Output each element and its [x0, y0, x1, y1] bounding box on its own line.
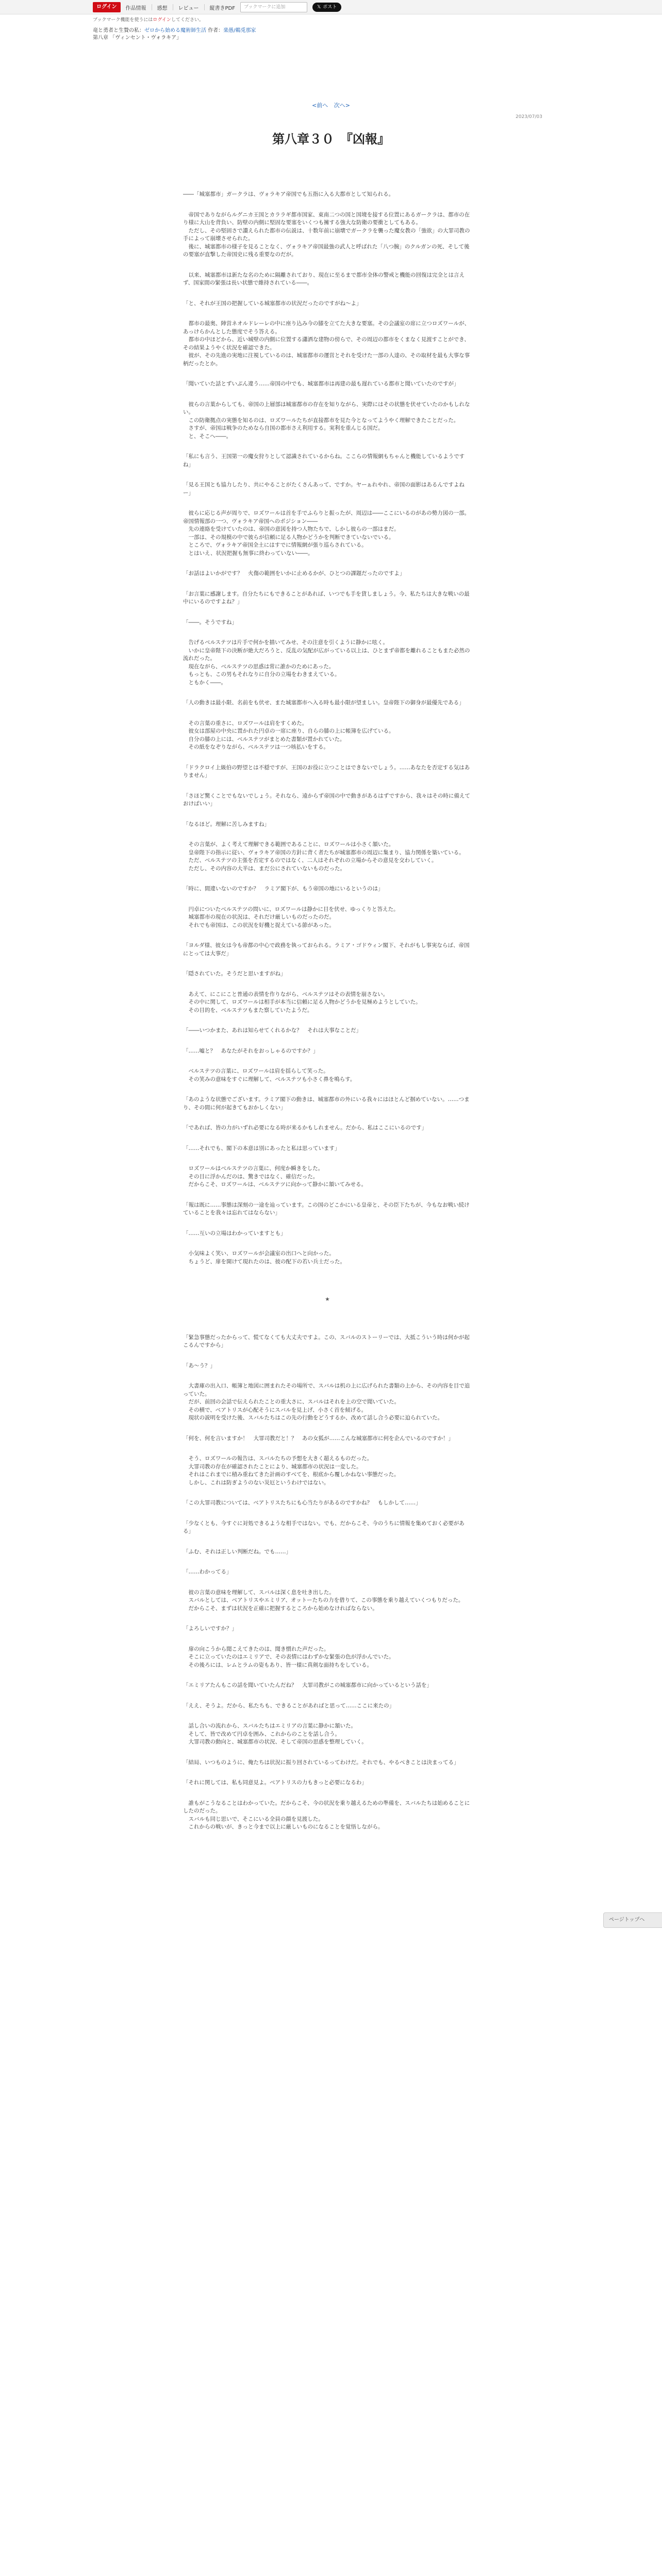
nav-link-reviews[interactable]: レビュー — [178, 5, 199, 11]
body-paragraph: ただし、その堅固さで讃えられた都市の伝説は、十数年前に崩壊でガークラを襲った魔女教の「強欲」の大罪司教の手によって崩壊させられた。 — [183, 227, 470, 242]
body-paragraph — [183, 1055, 472, 1067]
body-paragraph: ただし、その内容の大半は、まだ公にされていないものだった。 — [183, 865, 345, 872]
notice-login-link[interactable]: ログイン — [153, 18, 171, 23]
body-paragraph: 「と、それが王国の把握している城塞都市の状況だったのですがね～よ」 — [183, 300, 362, 307]
body-paragraph: しかし、これは防ぎようのない災厄というわけではない。 — [183, 1479, 329, 1486]
body-paragraph — [183, 1669, 472, 1682]
body-paragraph: 「……嘘と？ あなたがそれをおっしゃるのですか？」 — [183, 1047, 319, 1054]
body-paragraph — [183, 1443, 472, 1455]
body-paragraph — [183, 557, 472, 570]
body-paragraph — [183, 1507, 472, 1520]
body-paragraph: 大罪司教の存在が確認されたことにより、城塞都市の状況は一変した。 — [183, 1463, 362, 1470]
body-paragraph: だが、前回の会話で伝えられたことの重大さに、スバルはそれを上の空で聞いていた。 — [183, 1399, 400, 1405]
nav-link-info[interactable]: 作品情報 — [125, 5, 146, 11]
body-paragraph: 先の連絡を受けていたのは、帝国の意図を持つ人物たちで、しかし彼らの一部はまだ。 — [183, 526, 400, 532]
body-paragraph: 「なるほど。理解に苦しみますね」 — [183, 821, 270, 827]
body-paragraph: 「何を、何を言いますか！ 大罪司教だと！？ あの女狐が……こんな城塞都市に何を企んでいるのですか！」 — [183, 1435, 454, 1442]
body-paragraph — [183, 780, 472, 792]
body-paragraph — [183, 958, 472, 970]
body-paragraph: 大罪司教の動向と、城塞都市の状況、そして帝国の思惑を整理していく。 — [183, 1739, 367, 1745]
body-paragraph — [183, 1536, 472, 1548]
body-paragraph: その中に関して、ロズワールは相手が本当に信頼に足る人物かどうかを見極めようとしていた。 — [183, 999, 421, 1005]
login-button[interactable]: ログイン — [93, 2, 121, 12]
body-paragraph: その目的を、ベルステツもまた察していたようだ。 — [183, 1007, 313, 1013]
body-paragraph: その言葉が、よく考えて理解できる範囲であることに、ロズワールは小さく頷いた。 — [183, 841, 394, 848]
body-paragraph: 自分の膝の上には、ベルステツがまとめた書類が置かれていた。 — [183, 736, 345, 742]
body-paragraph: 現在ながら、ベルステツの思惑は常に誰かのためにあった。 — [183, 663, 335, 670]
body-paragraph — [183, 873, 472, 885]
body-paragraph: と、そこへ――。 — [183, 433, 232, 439]
body-paragraph: 「見る王国とも協力したり、共にやることがたくさんあって、ですか。ヤーぁれやれ、帝国の面影はあるんですよねー」 — [183, 482, 465, 496]
body-paragraph — [183, 469, 472, 481]
x-share-label: ポスト — [323, 5, 337, 10]
body-paragraph: その目に浮かんだのは、驚きではなく、確信だった。 — [183, 1173, 319, 1180]
body-paragraph: 「ヨルダ様、彼女は今も帝都の中心で政務を執っておられる。ラミア・ゴドウィン閣下、それがもし事実ならば、帝国にとっては大事だ」 — [183, 942, 470, 957]
body-paragraph — [183, 1112, 472, 1124]
body-paragraph: 大書庫の出入口、帳簿と地図に囲まれたその場所で、スバルは机の上に広げられた書類の上から、その内容を目で追っていた。 — [183, 1383, 470, 1397]
author-link[interactable]: 楽愚/鵜兎那家 — [223, 28, 256, 33]
body-paragraph: 「エミリアたんもこの話を聞いていたんだね？ 大罪司教がこの城塞都市に向かっているという話を」 — [183, 1682, 432, 1688]
body-paragraph — [183, 1321, 472, 1334]
body-paragraph: 「ふむ、それは正しい判断だね。でも……」 — [183, 1548, 291, 1555]
body-paragraph: 「……それでも、閣下の本意は別にあったと私は思っています」 — [183, 1145, 340, 1151]
body-paragraph: ともかく――。 — [183, 679, 226, 686]
body-paragraph: 「ええ、そうよ。だから、私たちも、できることがあればと思って……ここに来たの」 — [183, 1702, 395, 1709]
body-paragraph: それでも帝国は、この状況を好機と捉えている節があった。 — [183, 922, 335, 928]
nav-divider — [204, 4, 205, 10]
body-paragraph: さすが、帝国は戦争のためなら自国の都市さえ利用する。実利を重んじる国だ。 — [183, 425, 384, 431]
body-paragraph: その言葉の重さに、ロズワールは肩をすくめた。 — [183, 720, 308, 726]
body-paragraph: 「聞いていた話とずいぶん違う……帝国の中でも、城塞都市は再建の最も遅れている都市と聞いていたのですが」 — [183, 381, 459, 387]
body-paragraph — [183, 1370, 472, 1382]
body-paragraph: 彼女は部屋の中央に置かれた円卓の一席に座り、自らの膝の上に帳簿を広げている。 — [183, 728, 394, 734]
body-paragraph — [183, 1787, 472, 1800]
body-paragraph: それはこれまでに積み重ねてきた計画のすべてを、根底から覆しかねない事態だった。 — [183, 1471, 400, 1478]
body-paragraph: 都市の中ほどから、近い城壁の内側に位置する瀟洒な建物の傍らで、その周辺の都市をくまなく見渡すことができ、その結果ようやく状況を確認できた。 — [183, 336, 470, 351]
body-paragraph: 「私にも言う、王国第一の魔女狩りとして認識されているからね。ここらの情報網もちゃんと機能しているようですね」 — [183, 453, 465, 468]
body-paragraph — [183, 752, 472, 764]
body-paragraph: 「あ～う？」 — [183, 1362, 216, 1369]
body-paragraph — [183, 1035, 472, 1047]
body-paragraph: その横で、ベアトリスが心配そうにスバルを見上げ、小さく首を傾げる。 — [183, 1406, 367, 1413]
body-paragraph: 彼が、その先進の実地に注視しているのは、城塞都市の運営とそれを受けた一部の人達の、その取材を最も大事な事柄だったとか。 — [183, 352, 470, 367]
body-paragraph: ベルステツの言葉に、ロズワールは肩を揺らして笑った。 — [183, 1068, 329, 1074]
body-paragraph: 告げるベルステツは片手で何かを描いてみせ、その注意を引くように静かに呟く。 — [183, 639, 388, 646]
body-paragraph — [183, 626, 472, 639]
body-paragraph: 彼の言葉の意味を理解して、スバルは深く息を吐き出した。 — [183, 1589, 335, 1596]
body-paragraph: そして、皆で改めて円卓を囲み、これからのことを話し合う。 — [183, 1731, 340, 1737]
body-paragraph: 彼らの言葉からしても、帝国の上層部は城塞都市の存在を知りながら、実際にはその状態を伏せていたのかもしれない。 — [183, 401, 470, 415]
body-paragraph — [183, 1710, 472, 1722]
body-paragraph: 「――。そうですね」 — [183, 619, 237, 625]
body-paragraph: そう、ロズワールの報告は、スバルたちの予想を大きく超えるものだった。 — [183, 1455, 373, 1462]
body-paragraph: そこに立っていたのはエミリアで、その表情にはわずかな緊張の色が浮かんでいた。 — [183, 1654, 394, 1660]
chapter-body — [183, 191, 472, 1832]
prev-link[interactable]: <前へ — [312, 102, 328, 109]
body-paragraph — [183, 368, 472, 380]
body-paragraph — [183, 1556, 472, 1568]
body-paragraph: スバルも同じ思いで、そこにいる全員の顔を見渡した。 — [183, 1816, 324, 1822]
body-paragraph — [183, 978, 472, 991]
body-paragraph: 誰もがこうなることはわかっていた。だからこそ、今の状況を乗り越えるための準備を、スバルたちは始めることにしたのだった。 — [183, 1800, 470, 1814]
body-paragraph: もっとも、この男もそれなりに自分の立場をわきまえている。 — [183, 671, 340, 677]
body-paragraph — [183, 1014, 472, 1027]
body-paragraph: この防衛拠点の実態を知るのは、ロズワールたちが直接都市を見た今となってようやく理解できたことだった。 — [183, 417, 459, 423]
body-paragraph: 「あのような状態でございます。ラミア閣下の動きは、城塞都市の外にいる我々にはほとんど掴めていない。……つまり、その間に何が起きてもおかしくない」 — [183, 1096, 470, 1111]
body-paragraph: 「……互いの立場はわかっていますとも」 — [183, 1230, 286, 1236]
body-paragraph: ところで、ヴォラキア帝国全土にはすでに情報網が張り巡らされている。 — [183, 542, 367, 548]
body-paragraph: 「――いつかまた、あれは知らせてくれるかな？ それは大事なことだ」 — [183, 1027, 362, 1033]
body-paragraph — [183, 287, 472, 300]
body-paragraph — [183, 929, 472, 942]
body-paragraph: 「少なくとも、今すぐに対処できるような相手ではない。でも、だからこそ、今のうちに情報を集めておく必要がある」 — [183, 1520, 465, 1534]
body-paragraph: ちょうど、扉を開けて現れたのは、彼の配下の若い兵士だった。 — [183, 1258, 345, 1265]
body-paragraph: 城塞都市の現在の状況は、それだけ厳しいものだったのだ。 — [183, 914, 335, 920]
body-paragraph: 「お言葉に感謝します。自分たちにもできることがあれば、いつでも手を貸しましょう。今、私たちは大きな戦いの最中にいるのですよね？」 — [183, 590, 470, 605]
body-paragraph: 都市の最奥、陣営ネオルドレーレの中に座り込み今の膝を立てた大きな要塞。その会議室の席に立つロズワールが、あっけらかんとした態度でそう答える。 — [183, 320, 470, 335]
body-paragraph — [183, 808, 472, 821]
body-paragraph: その笑みの意味をすぐに理解して、ベルステツも小さく鼻を鳴らす。 — [183, 1076, 356, 1082]
x-share-button[interactable] — [312, 3, 341, 12]
body-paragraph — [183, 1309, 472, 1321]
body-paragraph: その紙をなぞりながら、ベルステツは一つ咳払いをする。 — [183, 744, 329, 750]
body-paragraph: その後ろには、レムとラムの姿もあり、皆一様に真剣な面持ちをしている。 — [183, 1662, 372, 1668]
body-paragraph — [183, 1577, 472, 1589]
body-paragraph — [183, 1633, 472, 1646]
body-paragraph — [183, 308, 472, 320]
scene-break: ★ — [325, 1296, 330, 1302]
body-paragraph: 「お話はよいかがです？ 火傷の範囲をいかに止めるかが、ひとつの課題だったのですよ」 — [183, 570, 405, 577]
body-paragraph: 皇帝陛下の指示に従い、ヴォラキア帝国の方針に背く者たちが城塞都市の周辺に集まり、協力関係を築いている。 — [183, 849, 465, 856]
body-paragraph: いかに皇帝陛下の決断が絶大だろうと、反乱の気配が広がっている以上は、ひとまず帝都を離れることもまた必然の流れだった。 — [183, 647, 470, 662]
body-paragraph — [183, 1487, 472, 1499]
body-paragraph: 扉の向こうから聞こえてきたのは、聞き慣れた声だった。 — [183, 1646, 329, 1652]
body-paragraph: 「であれば、皆の力がいずれ必要になる時が来るかもしれません。だから、私はここにいるのです」 — [183, 1125, 427, 1131]
body-paragraph: だからこそ、まずは状況を正確に把握するところから始めなければならない。 — [183, 1605, 378, 1612]
body-paragraph — [183, 1767, 472, 1779]
body-paragraph — [183, 1278, 472, 1291]
body-paragraph: スバルとしては、ベアトリスやエミリア、オットーたちの力を借りて、この事態を乗り越えていくつもりだった。 — [183, 1597, 464, 1603]
body-paragraph — [183, 1266, 472, 1278]
body-paragraph — [183, 578, 472, 590]
x-logo-icon: 𝕏 — [317, 5, 321, 10]
body-paragraph: 彼らに応じる声が周りで、ロズワールは首を手でふらりと振ったが、周辺は――ここにいるのがあの勢力図の一部。帝国情報部の一つ、ヴォラキア帝国へのポジション―― — [183, 510, 470, 524]
nav-link-vertical-pdf[interactable]: 縦書きPDF — [209, 5, 235, 11]
top-navigation-inner — [93, 2, 341, 12]
body-paragraph — [183, 259, 472, 272]
next-link[interactable]: 次へ> — [334, 102, 350, 109]
chapter-title: 第八章３０ 『凶報』 — [272, 131, 390, 146]
body-paragraph — [183, 1217, 472, 1230]
body-paragraph — [183, 1613, 472, 1625]
pager-top — [0, 101, 662, 109]
body-paragraph — [183, 828, 472, 841]
body-paragraph — [183, 497, 472, 510]
nav-link-comments[interactable]: 感想 — [157, 5, 168, 11]
body-paragraph: 「ドラクロイ上級伯の野望とは不穏ですが、王国のお役に立つことはできないでしょう。……あなたを否定する気はありません」 — [183, 764, 470, 778]
body-paragraph — [183, 1153, 472, 1165]
body-paragraph: 小気味よく笑い、ロズワールが会議室の出口へと向かった。 — [183, 1250, 335, 1257]
body-paragraph — [183, 1422, 472, 1435]
body-paragraph — [183, 1132, 472, 1145]
body-paragraph: 話し合いの流れから、スバルたちはエミリアの言葉に静かに頷いた。 — [183, 1723, 356, 1729]
body-paragraph: 「隠されていた。そうだと思いますがね」 — [183, 971, 286, 977]
body-paragraph — [183, 1747, 472, 1759]
body-paragraph — [183, 1690, 472, 1702]
body-paragraph: ロズワールはベルステツの言葉に、何度か瞬きをした。 — [183, 1165, 324, 1172]
body-paragraph: 「よろしいですか？」 — [183, 1625, 237, 1632]
body-paragraph — [183, 1083, 472, 1096]
chapter-date: 2023/07/03 — [516, 114, 542, 120]
body-paragraph: 「この大罪司教については、ベアトリスたちにも心当たりがあるのですかね？ もしかして……」 — [183, 1500, 421, 1506]
bookmark-notice: ブックマーク機能を使うにはログインしてください。 — [93, 18, 204, 23]
body-paragraph: これからの戦いが、きっと今まで以上に厳しいものになることを覚悟しながら。 — [183, 1824, 384, 1830]
page-top-button[interactable]: ページトップへ — [603, 1912, 662, 1928]
body-paragraph — [183, 1350, 472, 1362]
chapter-breadcrumb: 第八章 「ヴィンセント・ヴォラキア」 — [93, 35, 182, 41]
body-paragraph: とはいえ、状況把握も無事に終わっていない――。 — [183, 550, 313, 556]
body-paragraph — [183, 606, 472, 619]
body-paragraph: 後に、城塞都市の様子を見ることなく、ヴォラキア帝国最強の武人と呼ばれた「八つ腕」のクルガンの死、そして後の要塞が直撃した帝国史に残る重要なのだが。 — [183, 243, 470, 258]
body-paragraph: 「結局、いつものように、俺たちは状況に振り回されているってわけだ。それでも、やるべきことは決まってる」 — [183, 1759, 459, 1766]
body-paragraph: 円卓についたベルステツの問いに、ロズワールは静かに目を伏せ、ゆっくりと答えた。 — [183, 906, 399, 912]
body-paragraph — [183, 199, 472, 211]
body-paragraph: 「報は既に……事態は深刻の一途を辿っています。この国のどこかにいる皇帝と、その臣下たちが、今もなお戦い続けていることを我々は忘れてはならない」 — [183, 1201, 470, 1216]
body-paragraph: ――「城塞都市」ガークラは、ヴォラキア帝国でも五指に入る大都市として知られる。 — [183, 191, 394, 197]
body-paragraph — [183, 1238, 472, 1250]
body-paragraph — [183, 1189, 472, 1201]
body-paragraph: 以来、城塞都市は新たな名のために隔離されており、現在に至るまで都市全体の警戒と機能の回復は完全とは言えず、国家間の緊張は長い状態で維持されている――。 — [183, 272, 465, 286]
body-paragraph: あえて、にこにこと普通の表情を作りながら、ベルステツはその表情を崩さない。 — [183, 991, 389, 997]
body-paragraph — [183, 687, 472, 699]
series-prefix: 竜と勇者と生贄の私： — [93, 28, 144, 33]
body-paragraph — [183, 707, 472, 720]
body-paragraph: 「……わかってる」 — [183, 1569, 232, 1575]
body-paragraph: 現状の説明を受けた後、スバルたちはこの先の行動をどうするか、改めて話し合う必要に迫られていた。 — [183, 1415, 443, 1421]
body-paragraph — [183, 440, 472, 453]
body-paragraph: だからこそ、ロズワールは、ベルステツに向かって静かに頷いてみせる。 — [183, 1181, 367, 1188]
series-info — [93, 27, 569, 35]
body-paragraph — [183, 893, 472, 906]
body-paragraph: 「人の動きは最小限、名前をも伏せ、また城塞都市へ入る時も最小限が望ましい。皇帝陛下の御身が最優先である」 — [183, 700, 465, 706]
body-paragraph: 「さほど驚くことでもないでしょう。それなら、遠からず帝国の中で動きがあるはずですから、我々はその時に備えておけばいい」 — [183, 792, 470, 807]
body-paragraph: 「緊急事態だったからって、慌てなくても大丈夫ですよ。この、スバルのストーリーでは、大抵こういう時は何かが起こるんですから」 — [183, 1334, 470, 1348]
body-paragraph: ただ、ベルステツの主張を否定するのではなく、二人はそれぞれの立場からその意見を交わしていく。 — [183, 857, 437, 863]
body-paragraph: 「時に、間違いないのですか？ ラミア閣下が、もう帝国の地にいるというのは」 — [183, 886, 384, 892]
body-paragraph: 帝国でありながらルグニカ王国とカララギ都市国家、東南二つの国と国境を接する位置にあるガークラは、都市の在り様に大山を背負い、防壁の内側に堅固な要塞をいくつも擁する強大な防衛の要衝としてもある。 — [183, 211, 470, 226]
body-paragraph — [183, 388, 472, 401]
body-paragraph: 一部は、その規模の中で彼らが信頼に足る人物かどうかを判断できていないでいる。 — [183, 534, 394, 540]
body-paragraph: 「それに関しては、私も同意見よ。ベアトリスの力もきっと必要になるわ」 — [183, 1780, 367, 1786]
top-navigation-bar — [0, 0, 662, 14]
work-header — [93, 16, 569, 42]
series-title-link[interactable]: ゼロから始める魔術師生活 — [144, 28, 206, 33]
bookmark-add-button[interactable]: ブックマークに追加 — [240, 2, 307, 12]
author-prefix: 作者： — [208, 28, 224, 33]
